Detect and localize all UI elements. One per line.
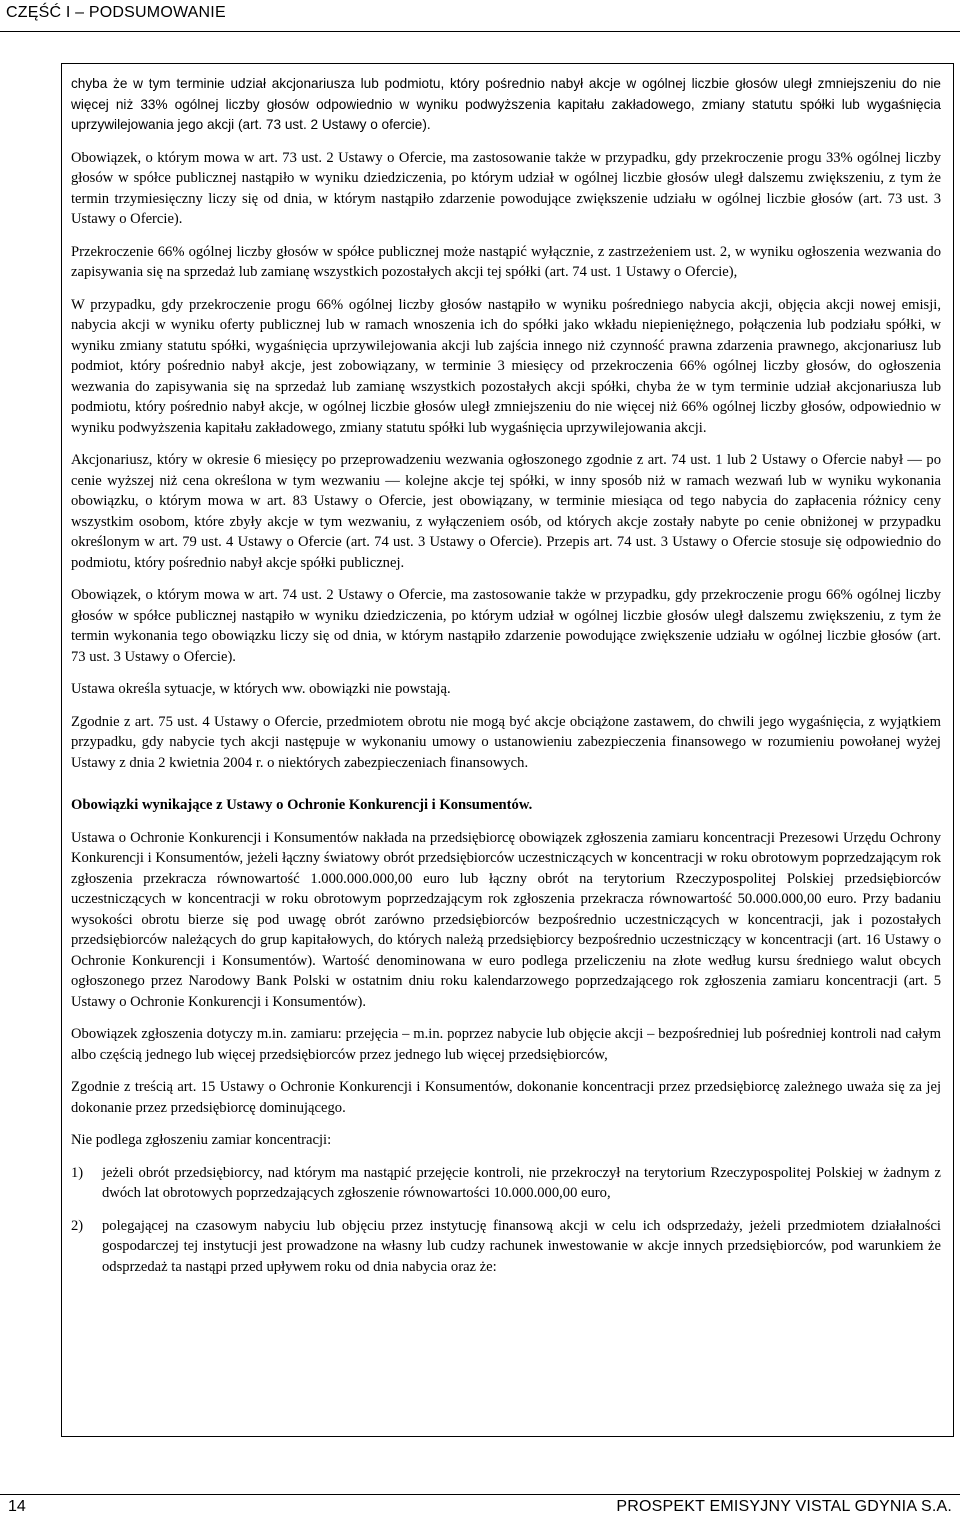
list-item-number: 1): [71, 1164, 84, 1181]
list-item-text: polegającej na czasowym nabyciu lub objęciu przez instytucję finansową akcji w celu ich odsprzedaży, jeżeli przedmiotem działalności gospodarczej tej instytucji jest prowadzone na własny lub cudzy rachunek inwestowanie w akcje innych przedsiębiorców, pod warunkiem że odsprzedaż ta nastąpi przed upływem roku od dnia nabycia oraz że:: [102, 1217, 941, 1275]
paragraph: chyba że w tym terminie udział akcjonariusza lub podmiotu, który pośrednio nabył akcje w ogólnej liczbie głosów uległ zmniejszeniu do nie więcej niż 33% ogólnej liczby głosów odpowiednio w wyniku podwyższenia kapitału zakładowego, zmiany statutu spółki lub wygaśnięcia uprzywilejowania jego akcji (art. 73 ust. 2 Ustawy o ofercie).: [71, 76, 941, 132]
paragraph: Zgodnie z art. 75 ust. 4 Ustawy o Ofercie, przedmiotem obrotu nie mogą być akcje obciążone zastawem, do chwili jego wygaśnięcia, z wyjątkiem przypadku, gdy nabycie tych akcji następuje w wykonaniu umowy o ustanowieniu zabezpieczenia finansowego w rozumieniu powołanej wyżej Ustawy z dnia 2 kwietnia 2004 r. o niektórych zabezpieczeniach finansowych.: [71, 713, 941, 771]
paragraph: Obowiązek zgłoszenia dotyczy m.in. zamiaru: przejęcia – m.in. poprzez nabycie lub objęcie akcji – bezpośredniej lub pośredniej kontroli nad całym albo częścią jednego lub więcej przedsiębiorców przez jednego lub więcej przedsiębiorców,: [71, 1026, 941, 1063]
footer-rule: [0, 1494, 960, 1495]
paragraph: Obowiązek, o którym mowa w art. 74 ust. 2 Ustawy o Ofercie, ma zastosowanie także w przypadku, gdy przekroczenie progu 66% ogólnej liczby głosów w spółce publicznej nastąpiło w wyniku dziedziczenia, po którym udział w ogólnej liczbie głosów uległ dalszemu zwiększeniu, z tym że termin wykonania tego obowiązku liczy się od dnia, w którym nastąpiło zdarzenie powodujące zwiększenie udziału w ogólnej liczbie głosów (art. 73 ust. 3 Ustawy o Ofercie).: [71, 587, 941, 665]
list-item-text: jeżeli obrót przedsiębiorcy, nad którym ma nastąpić przejęcie kontroli, nie przekroczył na terytorium Rzeczypospolitej Polskiej w żadnym z dwóch lat obrotowych poprzedzających zgłoszenie równowartości 10.000.000,00 euro,: [102, 1164, 941, 1201]
paragraph: Zgodnie z treścią art. 15 Ustawy o Ochronie Konkurencji i Konsumentów, dokonanie koncentracji przez przedsiębiorcę zależnego uważa się za jej dokonanie przez przedsiębiorcę dominującego.: [71, 1079, 941, 1116]
paragraph: W przypadku, gdy przekroczenie progu 66% ogólnej liczby głosów nastąpiło w wyniku pośredniego nabycia akcji, objęcia akcji nowej emisji, nabycia akcji w wyniku oferty publicznej lub w ramach wnoszenia ich do spółki jako wkładu niepieniężnego, połączenia lub podziału spółki, w wyniku zmiany statutu spółki, wygaśnięcia uprzywilejowania akcji lub zajścia innego niż czynność prawna zdarzenia prawnego, akcjonariusz lub podmiot, który pośrednio nabył akcje, jest zobowiązany, w terminie 3 miesięcy od przekroczenia 66% ogólnej liczby głosów, do ogłoszenia wezwania do zapisywania się na sprzedaż lub zamianę wszystkich pozostałych akcji spółki, chyba że w tym terminie udział akcjonariusza lub podmiotu, który pośrednio nabył akcje, w ogólnej liczbie głosów uległ zmniejszeniu do nie więcej niż 66% ogólnej liczby głosów, odpowiednio w wyniku podwyższenia kapitału zakładowego, zmiany statutu spółki lub wygaśnięcia uprzywilejowania akcji.: [71, 296, 941, 436]
paragraph: Ustawa o Ochronie Konkurencji i Konsumentów nakłada na przedsiębiorcę obowiązek zgłoszenia zamiaru koncentracji Prezesowi Urzędu Ochrony Konkurencji i Konsumentów, jeżeli łączny światowy obrót przedsiębiorców uczestniczących w koncentracji w roku obrotowym poprzedzającym rok zgłoszenia przekracza równowartość 1.000.000.000,00 euro lub łączny obrót na terytorium Rzeczypospolitej Polskiej przedsiębiorców uczestniczących w koncentracji w roku obrotowym poprzedzającym rok zgłoszenia przekracza równowartość 50.000.000,00 euro. Przy badaniu wysokości obrotu bierze się pod uwagę obrót zarówno przedsiębiorców bezpośrednio uczestniczących w koncentracji, jak i pozostałych przedsiębiorców należących do grup kapitałowych, do których należą przedsiębiorcy bezpośrednio uczestniczący w koncentracji (art. 16 Ustawy o Ochronie Konkurencji i Konsumentów). Wartość denominowana w euro podlega przeliczeniu na złote według kursu średniego walut obcych ogłoszonego przez Narodowy Bank Polski w ostatnim dniu roku kalendarzowego poprzedzającego rok zgłoszenia zamiaru koncentracji (art. 5 Ustawy o Ochronie Konkurencji i Konsumentów).: [71, 829, 941, 1010]
paragraph: Ustawa określa sytuacje, w których ww. obowiązki nie powstają.: [71, 681, 451, 697]
list-item-number: 2): [71, 1217, 84, 1234]
footer-title: PROSPEKT EMISYJNY VISTAL GDYNIA S.A.: [616, 1498, 952, 1515]
paragraph: Akcjonariusz, który w okresie 6 miesięcy po przeprowadzeniu wezwania ogłoszonego zgodnie z art. 74 ust. 1 lub 2 Ustawy o Ofercie nabył — po cenie wyższej niż cena określona w tym wezwaniu — kolejne akcje tej spółki, w inny sposób niż w ramach wezwań lub w wyniku wykonania obowiązku, o którym mowa w art. 83 Ustawy o Ofercie, jest obowiązany, w terminie miesiąca od tego nabycia do zapłacenia różnicy ceny wszystkim osobom, które zbyły akcje w tym wezwaniu, z wyłączeniem osób, od których akcje zostały nabyte po cenie obniżonej w przypadku określonym w art. 79 ust. 4 Ustawy o Ofercie (art. 74 ust. 3 Ustawy o Ofercie). Przepis art. 74 ust. 3 Ustawy o Ofercie stosuje się odpowiednio do podmiotu, który pośrednio nabył akcje spółki publicznej.: [71, 452, 941, 571]
list-item: [71, 1163, 941, 1204]
header-rule: [0, 31, 960, 32]
running-header: CZĘŚĆ I – PODSUMOWANIE: [6, 4, 226, 21]
paragraph: Przekroczenie 66% ogólnej liczby głosów w spółce publicznej może nastąpić wyłącznie, z zastrzeżeniem ust. 2, w wyniku ogłoszenia wezwania do zapisywania się na sprzedaż lub zamianę wszystkich pozostałych akcji tej spółki (art. 74 ust. 1 Ustawy o Ofercie),: [71, 243, 941, 280]
paragraph: Obowiązek, o którym mowa w art. 73 ust. 2 Ustawy o Ofercie, ma zastosowanie także w przypadku, gdy przekroczenie progu 33% ogólnej liczby głosów w spółce publicznej nastąpiło w wyniku dziedziczenia, po którym udział w ogólnej liczbie głosów uległ dalszemu zwiększeniu, z tym że termin trzymiesięczny liczy się od dnia, w którym nastąpiło zdarzenie powodujące zwiększenie udziału w ogólnej liczbie głosów (art. 73 ust. 3 Ustawy o Ofercie).: [71, 149, 941, 227]
section-heading: Obowiązki wynikające z Ustawy o Ochronie Konkurencji i Konsumentów.: [71, 797, 533, 813]
page-number: 14: [8, 1498, 26, 1515]
paragraph: Nie podlega zgłoszeniu zamiar koncentracji:: [71, 1132, 332, 1148]
list-item: [71, 1216, 941, 1278]
content-box: [61, 63, 954, 1437]
